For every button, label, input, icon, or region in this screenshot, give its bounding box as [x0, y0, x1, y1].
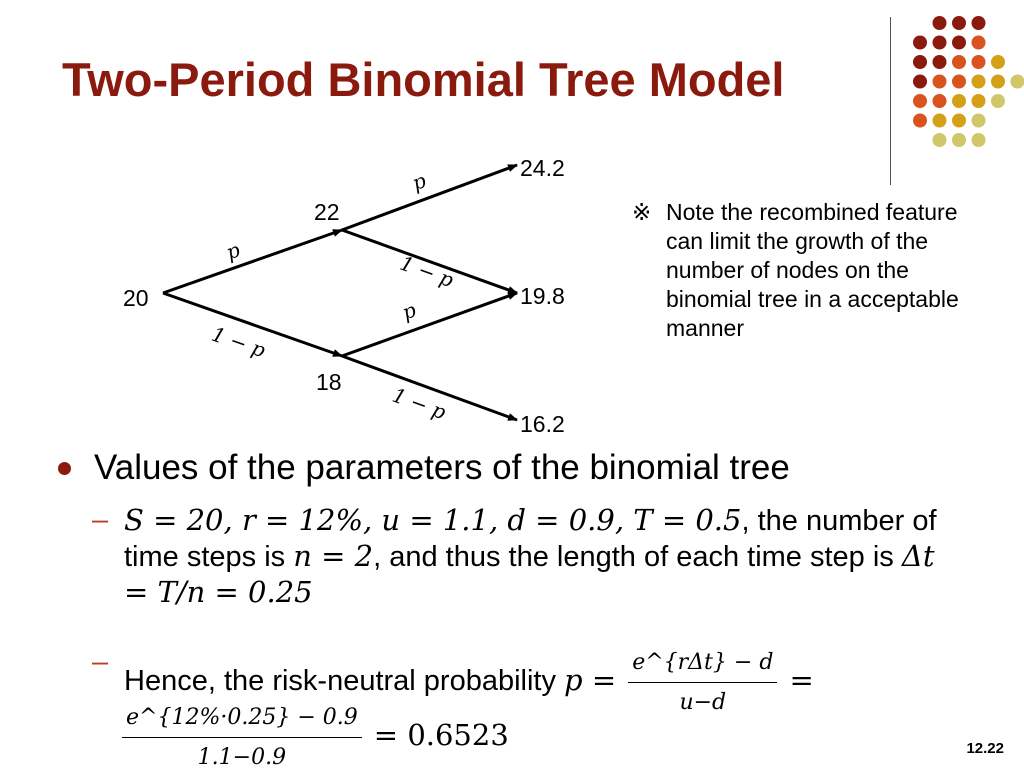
probability-value-fraction: [122, 700, 362, 775]
label-down-dd: 1 − p: [389, 383, 449, 424]
bullet-dot-icon: [58, 462, 71, 475]
edge-down-ud: [342, 293, 517, 356]
formula-numerator-text: e^{rΔt} − d: [632, 650, 773, 675]
sub-bullet-parameters-text: [124, 503, 964, 611]
node-ud: 19.8: [520, 283, 565, 309]
n-expression: n = 2: [293, 539, 373, 573]
node-uu: 24.2: [520, 155, 565, 181]
parameter-values: S = 20, r = 12%, u = 1.1, d = 0.9, T = 0.5: [124, 503, 741, 537]
edge-up-uu: [342, 165, 517, 230]
note-text: Note the recombined feature can limit the growth of the number of nodes on the binomial tree in a acceptable manner: [666, 198, 972, 343]
label-up-uu: p: [409, 168, 429, 195]
node-down: 18: [316, 369, 342, 395]
label-root-up: p: [223, 237, 243, 264]
main-bullet-text: Values of the parameters of the binomial tree: [94, 448, 790, 488]
value-denominator: 1.1−0.9: [122, 738, 362, 775]
probability-result-body: [122, 700, 962, 775]
label-root-down: 1 − p: [209, 322, 269, 363]
equals-sign: =: [789, 663, 813, 697]
edge-root-up: [163, 230, 342, 293]
probability-result: = 0.6523: [374, 718, 509, 752]
sub-bullet-dash: –: [92, 645, 108, 680]
delta-t-expression: Δt = T/n = 0.25: [124, 539, 934, 609]
node-up: 22: [314, 199, 340, 225]
p-equals: p =: [564, 663, 616, 697]
probability-text: Hence, the risk-neutral probability: [124, 665, 564, 697]
step-length-text: , and thus the length of each time step is: [373, 541, 902, 573]
reference-mark-icon: ※: [632, 198, 651, 227]
slide-title: Two-Period Binomial Tree Model: [62, 52, 785, 107]
value-numerator: e^{12%·0.25} − 0.9: [122, 700, 362, 738]
node-dd: 16.2: [520, 411, 565, 437]
label-up-ud: 1 − p: [397, 251, 457, 292]
page-number: 12.22: [966, 740, 1004, 757]
label-down-ud: p: [399, 297, 419, 324]
time-steps-text: , the number of time steps is: [124, 505, 937, 573]
node-root: 20: [123, 285, 149, 311]
sub-bullet-dash: –: [92, 503, 108, 538]
formula-numerator: [628, 645, 777, 683]
formula-denominator: u−d: [628, 683, 777, 720]
